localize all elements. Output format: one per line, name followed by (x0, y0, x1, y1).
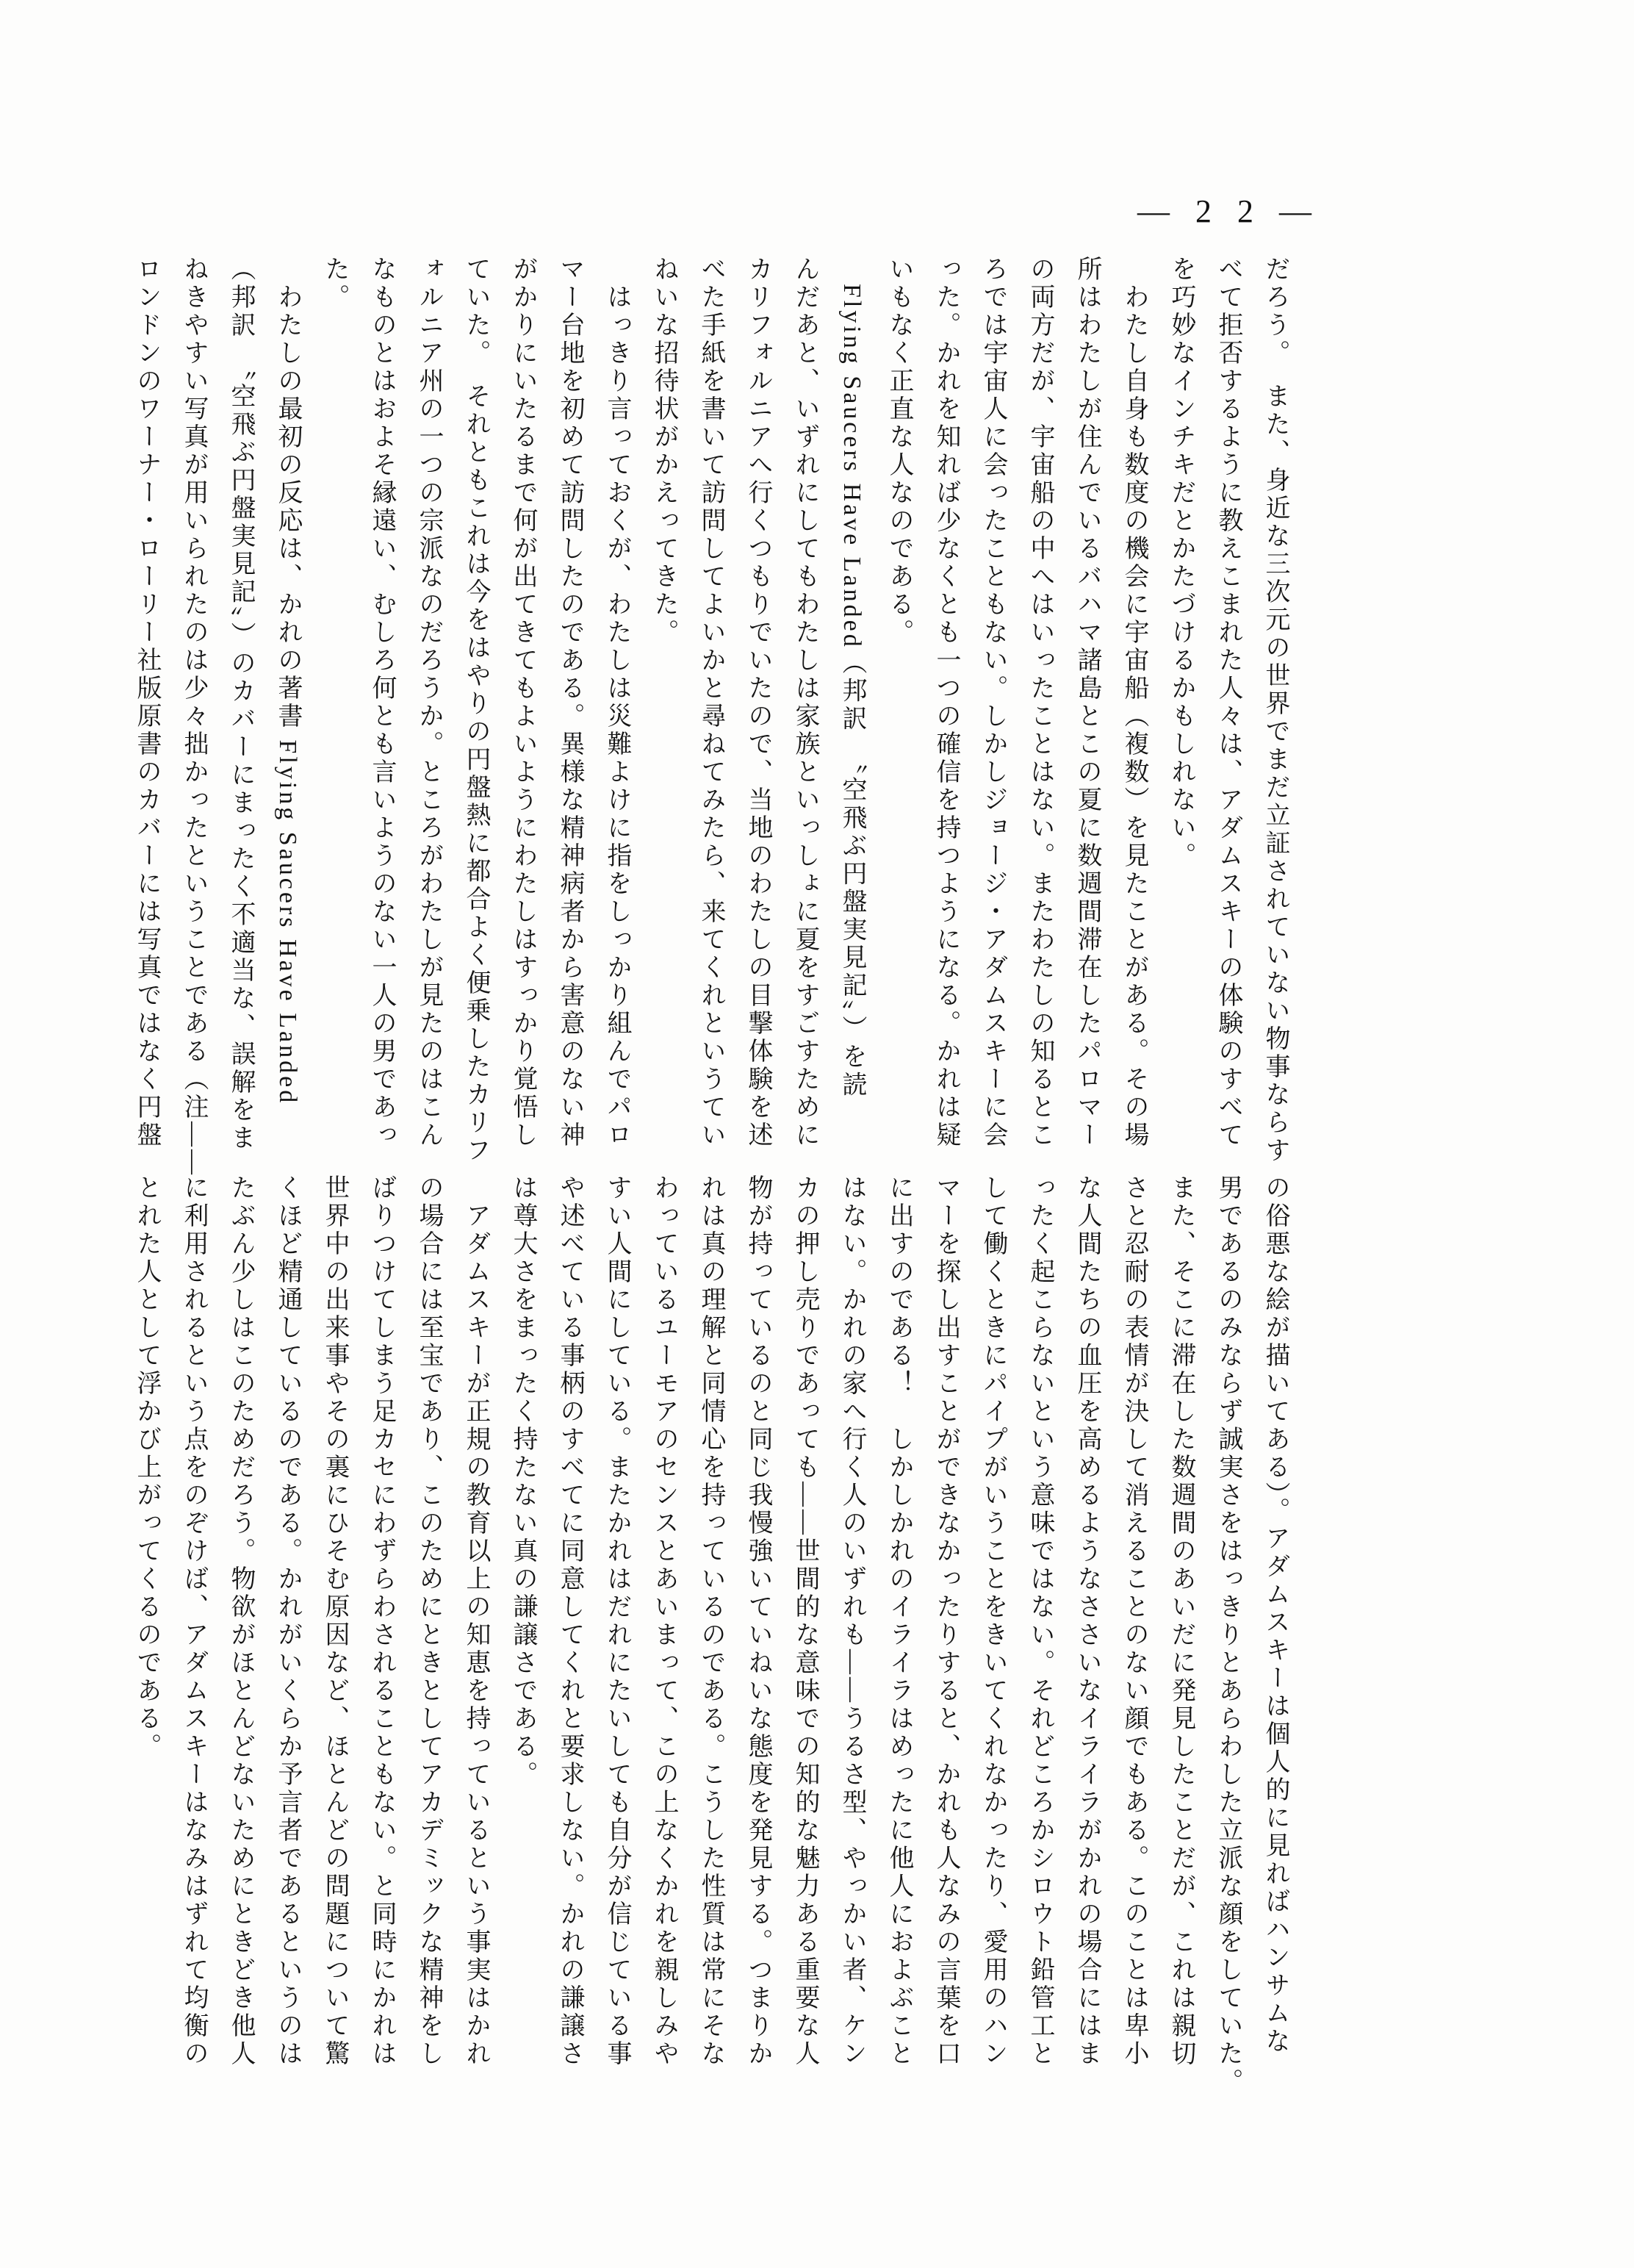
text-column: ォルニア州の一つの宗派なのだろうか。ところがわたしが見たのはこん (415, 256, 442, 1149)
text-column: また、そこに滞在した数週間のあいだに発見したことだが、これは親切 (1167, 1174, 1195, 2068)
text-column: カの押し売りであっても——世間的な意味での知的な魅力ある重要な人 (791, 1174, 818, 2068)
text-column: くほど精通しているのである。かれがいくらか予言者であるというのは (274, 1174, 301, 2068)
text-column: の俗悪な絵が描いてある）。アダムスキーは個人的に見ればハンサムな (1262, 1174, 1289, 2056)
text-column: た。 (321, 256, 348, 312)
text-column: に利用されるという点をのぞけば、アダムスキーはなみはずれて均衡の (180, 1174, 207, 2068)
text-column: った。かれを知れば少なくとも一つの確信を持つようになる。かれは疑 (932, 256, 960, 1149)
text-column: （邦訳 〝空飛ぶ円盤実見記〟）のカバーにまったく不適当な、誤解をま (227, 256, 254, 1152)
text-column: とれた人として浮かび上がってくるのである。 (133, 1174, 160, 1761)
text-column: だろう。 また、身近な三次元の世界でまだ立証されていない物事ならす (1262, 256, 1289, 1165)
upper-text-block (120, 256, 1298, 1177)
text-column: れは真の理解と同情心を持っているのである。こうした性質は常にそな (697, 1174, 724, 2068)
text-column: の両方だが、宇宙船の中へはいったことはない。またわたしの知るとこ (1026, 256, 1054, 1149)
text-column: ロンドンのワーナー・ローリー社版原書のカバーには写真ではなく円盤 (133, 256, 160, 1149)
text-column: わたし自身も数度の機会に宇宙船（複数）を見たことがある。その場 (1120, 256, 1148, 1149)
text-column: ねいな招待状がかえってきた。 (650, 256, 677, 647)
text-column: いもなく正直な人なのである。 (885, 256, 913, 647)
text-column: なものとはおよそ縁遠い、むしろ何とも言いようのない一人の男であっ (368, 256, 395, 1149)
text-column: たぶん少しはこのためだろう。物欲がほとんどないためにときどき他人 (227, 1174, 254, 2068)
text-column: すい人間にしている。またかれはだれにたいしても自分が信じている事 (603, 1174, 630, 2068)
text-column: 世界中の出来事やその裏にひそむ原因など、ほとんどの問題について驚 (321, 1174, 348, 2068)
lower-text-block (120, 1174, 1298, 2096)
text-column: がかりにいたるまで何が出てきてもよいようにわたしはすっかり覚悟し (509, 256, 536, 1149)
text-column: わっているユーモアのセンスとあいまって、この上なくかれを親しみや (650, 1174, 677, 2068)
text-column: アダムスキーが正規の教育以上の知恵を持っているという事実はかれ (462, 1174, 489, 2068)
text-column: 男であるのみならず誠実さをはっきりとあらわした立派な顔をしていた。 (1214, 1174, 1242, 2096)
text-column: Flying Saucers Have Landed（邦訳 〝空飛ぶ円盤実見記〟）を読 (838, 256, 865, 1099)
text-column: マーを探し出すことができなかったりすると、かれも人なみの言葉を口 (932, 1174, 960, 2068)
text-column: ばりつけてしまう足カセにわずらわされることもない。と同時にかれは (368, 1174, 395, 2068)
text-column: はない。かれの家へ行く人のいずれも——うるさ型、やっかい者、ケン (838, 1174, 865, 2068)
text-column: は尊大さをまったく持たない真の謙譲さである。 (509, 1174, 536, 1789)
text-column: マー台地を初めて訪問したのである。異様な精神病者から害意のない神 (556, 256, 583, 1149)
text-column: はっきり言っておくが、わたしは災難よけに指をしっかり組んでパロ (603, 256, 630, 1149)
text-column: に出すのである！ しかしかれのイライラはめったに他人におよぶこと (885, 1174, 913, 2068)
text-column: ていた。 それともこれは今をはやりの円盤熱に都合よく便乗したカリフ (462, 256, 489, 1165)
text-column: べて拒否するように教えこまれた人々は、アダムスキーの体験のすべて (1214, 256, 1242, 1149)
text-column: んだあと、いずれにしてもわたしは家族といっしょに夏をすごすために (791, 256, 818, 1149)
text-column: 所はわたしが住んでいるバハマ諸島とこの夏に数週間滞在したパロマー (1073, 256, 1101, 1149)
text-column: ろでは宇宙人に会ったこともない。しかしジョージ・アダムスキーに会 (979, 256, 1007, 1149)
text-column: な人間たちの血圧を高めるようなささいなイライラがかれの場合にはま (1073, 1174, 1101, 2068)
text-column: を巧妙なインチキだとかたづけるかもしれない。 (1167, 256, 1195, 870)
text-column: ったく起こらないという意味ではない。それどころかシロウト鉛管工と (1026, 1174, 1054, 2068)
text-column: して働くときにパイプがいうことをきいてくれなかったり、愛用のハン (979, 1174, 1007, 2068)
text-column: わたしの最初の反応は、かれの著書 Flying Saucers Have Landed (274, 256, 301, 1106)
page-number: — 2 2 — (1137, 193, 1320, 229)
text-column: の場合には至宝であり、このためにときとしてアカデミックな精神をし (415, 1174, 442, 2068)
text-column: べた手紙を書いて訪問してよいかと尋ねてみたら、来てくれというてい (697, 256, 724, 1149)
text-column: 物が持っているのと同じ我慢強いていねいな態度を発見する。つまりか (744, 1174, 771, 2068)
text-column: ねきやすい写真が用いられたのは少々拙かったということである（注—— (180, 256, 207, 1177)
text-column: や述べている事柄のすべてに同意してくれと要求しない。かれの謙譲さ (556, 1174, 583, 2068)
text-column: さと忍耐の表情が決して消えることのない顔でもある。このことは卑小 (1120, 1174, 1148, 2068)
text-column: カリフォルニアへ行くつもりでいたので、当地のわたしの目撃体験を述 (744, 256, 771, 1149)
